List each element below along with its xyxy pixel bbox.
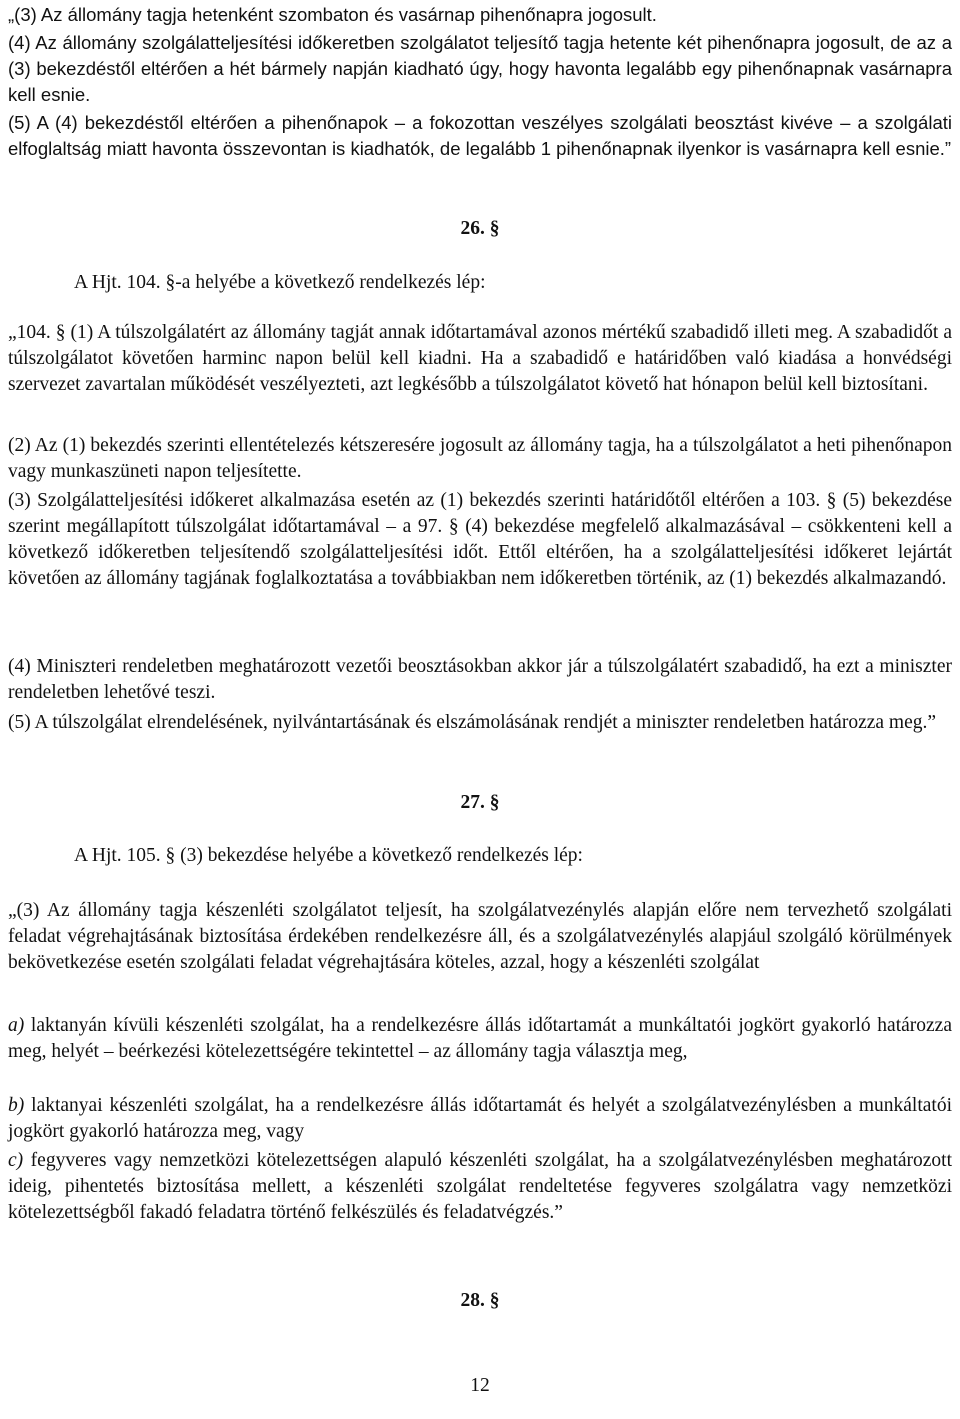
list-item-b (8, 1093, 952, 1145)
paragraph-4: (4) Az állomány szolgálatteljesítési időkeretben szolgálatot teljesítő tagja hetente két pihenőnapra jogosult, de az a (3) bekezdéstől eltérően a hét bármely napján kiadható úgy, hogy havonta legalább egy pihenőnapnak vasárnapra kell esnie. (8, 32, 952, 105)
list-item-c (8, 1148, 952, 1226)
section-heading-27: 27. § (460, 792, 500, 813)
section-heading-26: 26. § (460, 218, 500, 239)
list-item-a (8, 1013, 952, 1065)
section-26-paragraph-3: (3) Szolgálatteljesítési időkeret alkalmazása esetén az (1) bekezdés szerinti határidőtől eltérően a 103. § (5) bekezdése szerint megállapított túlszolgálat időtartamával – a 97. § (4) bekezdése megfelelő alkalmazásával – csökkenteni kell a következő időkeretben teljesítendő szolgálatteljesítési időt. Ettől eltérően, ha a szolgálatteljesítési időkeret lejártát követően az állomány tagjának foglalkoztatása a továbbiakban nem időkeretben történik, az (1) bekezdés alkalmazandó. (8, 490, 952, 589)
list-marker-c: c) (8, 1150, 24, 1171)
section-26-paragraph-5: (5) A túlszolgálat elrendelésének, nyilvántartásának és elszámolásának rendjét a miniszter rendeletben határozza meg.” (8, 712, 937, 733)
list-text-a: laktanyán kívüli készenléti szolgálat, ha a rendelkezésre állás időtartamát a munkáltatói jogkört gyakorló határozza meg, helyét – beérkezési kötelezettségére tekintettel – az állomány tagja választja meg, (8, 1015, 952, 1062)
section-27-paragraph-1: „(3) Az állomány tagja készenléti szolgálatot teljesít, ha szolgálatvezénylés alapján előre nem tervezhető szolgálati feladat végrehajtásának biztosítása érdekében rendelkezésre áll, és a szolgálatvezénylés alapjául szolgáló körülmények bekövetkezése esetén szolgálati feladat végrehajtására köteles, azzal, hogy a készenléti szolgálat (8, 900, 952, 973)
page-number: 12 (470, 1375, 490, 1396)
section-26-intro: A Hjt. 104. §-a helyébe a következő rendelkezés lép: (74, 272, 486, 293)
section-26-paragraph-2: (2) Az (1) bekezdés szerinti ellentételezés kétszeresére jogosult az állomány tagja, ha a túlszolgálatot a heti pihenőnapon vagy munkaszüneti napon teljesítette. (8, 435, 952, 482)
section-heading-28: 28. § (460, 1290, 500, 1311)
list-marker-a: a) (8, 1015, 25, 1036)
section-26-paragraph-1: „104. § (1) A túlszolgálatért az állomány tagját annak időtartamával azonos mértékű szabadidő illeti meg. A szabadidőt a túlszolgálatot követően harminc napon belül kell kiadni. Ha a szabadidő e határidőben való kiadása a honvédségi szervezet zavartalan működését veszélyezteti, azt legkésőbb a túlszolgálatot követő hat hónapon belül kell biztosítani. (8, 322, 952, 395)
list-marker-b: b) (8, 1095, 25, 1116)
list-text-b: laktanyai készenléti szolgálat, ha a rendelkezésre állás időtartamát és helyét a szolgálatvezénylésben a munkáltatói jogkört gyakorló határozza meg, vagy (8, 1095, 952, 1142)
list-text-c: fegyveres vagy nemzetközi kötelezettségen alapuló készenléti szolgálat, ha a szolgálatvezénylésben meghatározott ideig, pihentetés biztosítása mellett, a készenléti szolgálat rendeltetése fegyveres szolgálatra vagy nemzetközi kötelezettségből fakadó feladatra történő felkészülés és feladatvégzés.” (8, 1150, 952, 1223)
paragraph-5: (5) A (4) bekezdéstől eltérően a pihenőnapok – a fokozottan veszélyes szolgálati beosztást kivéve – a szolgálati elfoglaltság miatt havonta összevontan is kiadhatók, de legalább 1 pihenőnapnak ilyenkor is vasárnapra kell esnie.” (8, 112, 952, 159)
section-27-intro: A Hjt. 105. § (3) bekezdése helyébe a következő rendelkezés lép: (74, 845, 583, 866)
section-26-paragraph-4: (4) Miniszteri rendeletben meghatározott vezetői beosztásokban akkor jár a túlszolgálatért szabadidő, ha ezt a miniszter rendeletben lehetővé teszi. (8, 656, 952, 703)
paragraph-3: „(3) Az állomány tagja hetenként szombaton és vasárnap pihenőnapra jogosult. (8, 4, 657, 25)
